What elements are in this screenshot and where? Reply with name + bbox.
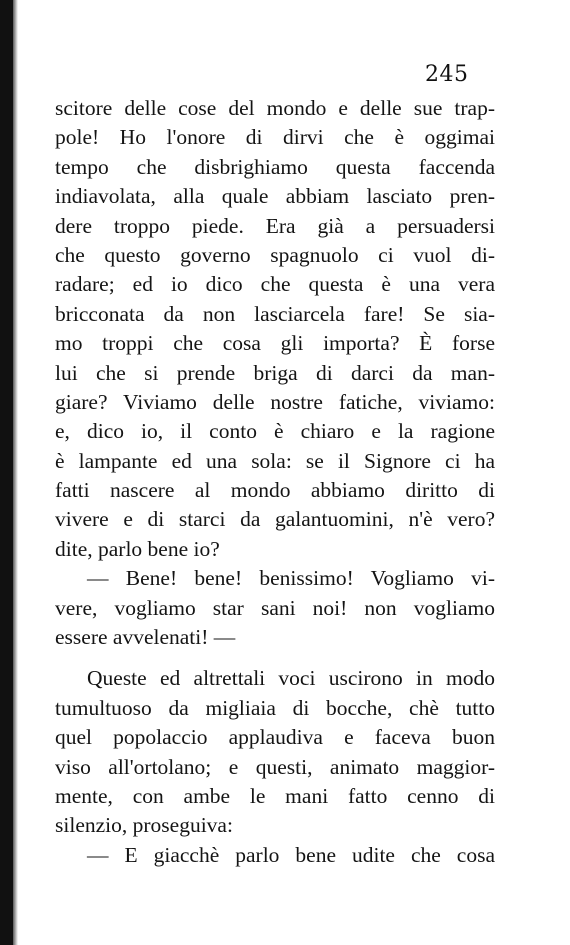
text-line: quel popolaccio applaudiva e faceva buon — [55, 725, 495, 750]
text-line: dite, parlo bene io? — [55, 536, 220, 561]
paragraph — [55, 664, 495, 840]
text-line: Queste ed altrettali voci uscirono in modo — [87, 666, 495, 691]
text-line: giare? Viviamo delle nostre fatiche, viviamo: — [55, 389, 495, 414]
text-line: dere troppo piede. Era già a persuadersi — [55, 213, 495, 238]
text-line: silenzio, proseguiva: — [55, 813, 233, 838]
text-line: essere avvelenati! — — [55, 625, 236, 650]
page-text — [55, 94, 495, 870]
text-line: che questo governo spagnuolo ci vuol di- — [55, 242, 495, 267]
page-binding-shadow — [13, 0, 18, 945]
paragraph — [55, 841, 495, 870]
text-line: lui che si prende briga di darci da man- — [55, 360, 495, 385]
text-line: vere, vogliamo star sani noi! non vogliamo — [55, 595, 495, 620]
text-line: pole! Ho l'onore di dirvi che è oggimai — [55, 125, 495, 150]
paragraph — [55, 564, 495, 652]
text-line: tumultuoso da migliaia di bocche, chè tutto — [55, 695, 495, 720]
text-line: radare; ed io dico che questa è una vera — [55, 272, 495, 297]
page-number: 245 — [425, 62, 469, 87]
page-binding-edge — [0, 0, 13, 945]
text-line: — E giacchè parlo bene udite che cosa — [87, 842, 495, 867]
text-line: e, dico io, il conto è chiaro e la ragione — [55, 419, 495, 444]
text-line: bricconata da non lasciarcela fare! Se sia- — [55, 301, 495, 326]
text-line: viso all'ortolano; e questi, animato maggior- — [55, 754, 495, 779]
paragraph — [55, 94, 495, 564]
text-line: vivere e di starci da galantuomini, n'è vero? — [55, 507, 495, 532]
text-line: tempo che disbrighiamo questa faccenda — [55, 154, 495, 179]
text-line: è lampante ed una sola: se il Signore ci ha — [55, 448, 495, 473]
text-line: mente, con ambe le mani fatto cenno di — [55, 783, 495, 808]
text-line: fatti nascere al mondo abbiamo diritto di — [55, 478, 495, 503]
text-line: — Bene! bene! benissimo! Vogliamo vi- — [87, 566, 495, 591]
text-line: mo troppi che cosa gli importa? È forse — [55, 331, 495, 356]
text-line: scitore delle cose del mondo e delle sue trap- — [55, 96, 495, 120]
text-line: indiavolata, alla quale abbiam lasciato pren- — [55, 184, 495, 209]
